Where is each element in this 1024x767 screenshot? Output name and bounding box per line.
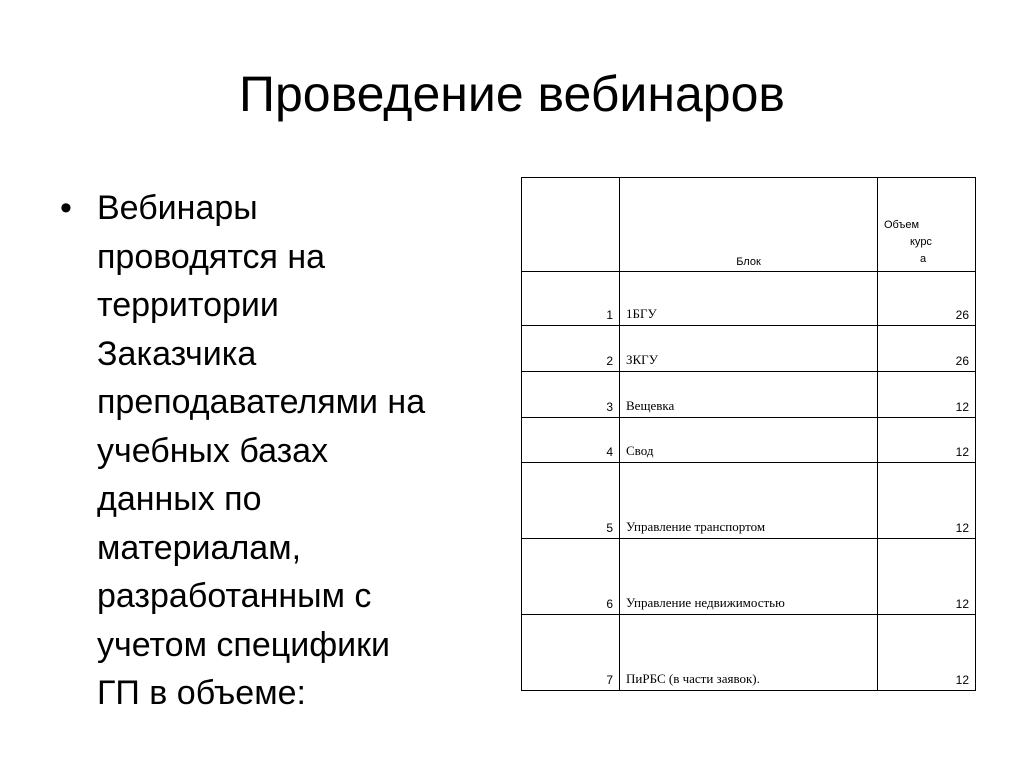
bullet-line: данных по	[97, 480, 262, 518]
bullet-line: преподавателями на	[97, 383, 426, 421]
row-num-cell: 1	[522, 272, 620, 326]
row-block-cell: Управление транспортом	[620, 463, 878, 539]
bullet-line: Заказчика	[97, 334, 257, 373]
row-volume-cell: 26	[878, 326, 976, 372]
header-volume-cell	[878, 178, 976, 272]
bullet-line: материалам,	[97, 528, 302, 567]
row-block-cell: ПиРБС (в части заявок).	[620, 615, 878, 691]
bullet-line: учебных базах	[97, 431, 329, 470]
row-block-cell: Вещевка	[620, 372, 878, 418]
bullet-line: Вебинары	[97, 189, 258, 227]
row-num-cell: 3	[522, 372, 620, 418]
row-volume-cell: 12	[878, 463, 976, 539]
table-header-row	[522, 178, 976, 272]
table-row	[522, 272, 976, 326]
bullet-line: учетом специфики	[97, 625, 391, 664]
row-volume-cell: 12	[878, 372, 976, 418]
table-row	[522, 539, 976, 615]
row-block-cell: Свод	[620, 418, 878, 463]
table-row	[522, 372, 976, 418]
table-row	[522, 615, 976, 691]
row-block-cell: ЗКГУ	[620, 326, 878, 372]
bullet-line: проводятся на	[97, 237, 326, 276]
blocks-table	[521, 177, 976, 691]
row-block-cell: 1БГУ	[620, 272, 878, 326]
row-volume-cell: 12	[878, 539, 976, 615]
row-num-cell: 5	[522, 463, 620, 539]
bullet-line: ГП в объеме:	[97, 674, 306, 712]
table-row	[522, 326, 976, 372]
table-row	[522, 463, 976, 539]
row-volume-cell: 12	[878, 615, 976, 691]
bullet-line: разработанным с	[97, 577, 372, 615]
header-num-cell	[522, 178, 620, 272]
header-volume-line: курс	[910, 236, 932, 248]
bullet-line: территории	[97, 286, 279, 324]
row-num-cell: 4	[522, 418, 620, 463]
row-volume-cell: 26	[878, 272, 976, 326]
table-row	[522, 418, 976, 463]
row-volume-cell: 12	[878, 418, 976, 463]
bullet-text	[97, 184, 497, 718]
slide-title: Проведение вебинаров	[239, 66, 785, 122]
row-num-cell: 2	[522, 326, 620, 372]
row-block-cell: Управление недвижимостью	[620, 539, 878, 615]
bullet-marker: •	[60, 189, 72, 227]
row-num-cell: 6	[522, 539, 620, 615]
row-num-cell: 7	[522, 615, 620, 691]
header-block-cell: Блок	[620, 178, 878, 272]
header-volume-line: а	[920, 253, 927, 265]
header-volume-line: Объем	[884, 219, 920, 231]
